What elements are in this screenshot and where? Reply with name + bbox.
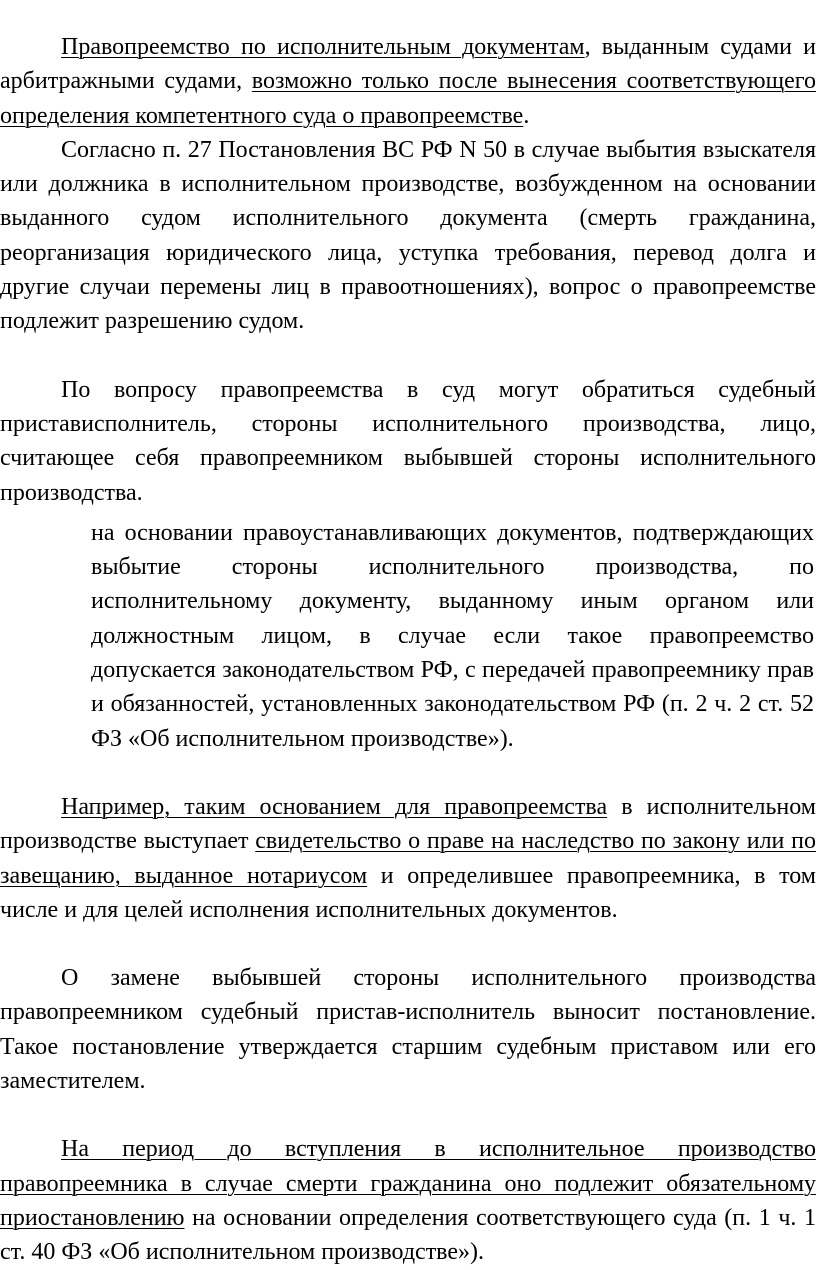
paragraph-text: в исполнительном производстве выступает (0, 793, 816, 855)
paragraph-who-may-apply: По вопросу правопреемства в суд могут обратиться судебный пристависполнитель, стороны исполнительного производства, лицо, считающее себя правопреемником выбывшей стороны исполнительного производства. (0, 376, 816, 506)
paragraph-example-inheritance (0, 790, 816, 927)
paragraph-succession-court-ruling (0, 30, 816, 133)
underlined-phrase: Например, таким основанием для правопреемства (61, 793, 608, 820)
paragraph-grounds-documents: на основании правоустанавливающих документов, подтверждающих выбытие стороны исполнительного производства, по исполнительному документу, выданному иным органом или должностным лицом, в случае если такое правопреемство допускается законодательством РФ, с передачей правопреемнику прав и обязанностей, установленных законодательством РФ (п. 2 ч. 2 ст. 52 ФЗ «Об исполнительном производстве»). (91, 519, 814, 752)
underlined-phrase: свидетельство о праве на наследство по закону или по завещанию, выданное нотариусом (0, 828, 816, 889)
underlined-phrase: На период до вступления в исполнительное производство правопреемника в случае смерти гражданина оно подлежит обязательному приостановлению (0, 1136, 816, 1231)
paragraph-replacement-resolution: О замене выбывшей стороны исполнительного производства правопреемником судебный пристав-исполнитель выносит постановление. Такое постановление утверждается старшим судебным приставом или его заместителем. (0, 965, 816, 1095)
document-page (0, 30, 816, 1270)
paragraph-text: на основании определения соответствующего суда (п. 1 ч. 1 ст. 40 ФЗ «Об исполнительном производстве»). (0, 1204, 816, 1266)
paragraph-text: и определившее правопреемника, в том числе и для целей исполнения исполнительных документов. (0, 862, 816, 923)
underlined-phrase: Правопреемство по исполнительным документам (61, 34, 585, 60)
paragraph-text: . (523, 102, 530, 129)
paragraph-plenum-resolution: Согласно п. 27 Постановления ВС РФ N 50 в случае выбытия взыскателя или должника в исполнительном производстве, возбужденном на основании выданного судом исполнительного документа (смерть гражданина, реорганизация юридического лица, уступка требования, перевод долга и другие случаи перемены лиц в правоотношениях), вопрос о правопреемстве подлежит разрешению судом. (0, 136, 816, 335)
underlined-phrase: возможно только после вынесения соответствующего определения компетентного суда о правопреемстве (0, 68, 816, 129)
paragraph-suspension (0, 1132, 816, 1269)
paragraph-text: , выданным судами и арбитражными судами, (0, 34, 816, 95)
